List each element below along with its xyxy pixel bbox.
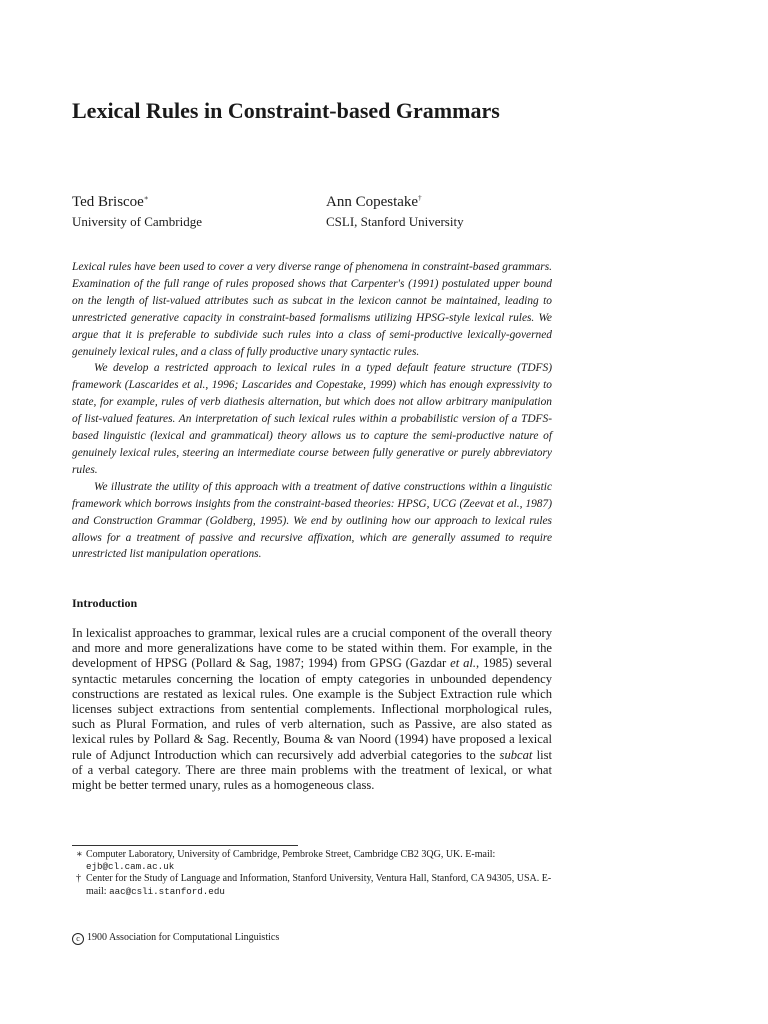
author-footnote-mark: † [418, 194, 422, 202]
footnote-mark: † [76, 873, 81, 885]
footnotes [72, 849, 552, 898]
copyright-icon: c [72, 933, 84, 945]
section-heading-introduction: Introduction [72, 596, 138, 610]
paper-title: Lexical Rules in Constraint-based Grammars [72, 98, 500, 123]
email-link[interactable]: ejb@cl.cam.ac.uk [86, 861, 175, 873]
footnote-mark: ∗ [76, 849, 83, 860]
introduction-paragraph: In lexicalist approaches to grammar, lexical rules are a crucial component of the overall theory and more and more generalizations have come to be stated within them. For example, in the development of HPSG (Pollard & Sag, 1987; 1994) from GPSG (Gazdar et al., 1985) several syntactic metarules concerning the location of empty categories in unbounded dependency constructions are restated as lexical rules. One example is the Subject Extraction rule which licenses subject extractions from sentential complements. Inflectional morphological rules, such as Plural Formation, and rules of verb alternation, such as Passive, are also stated as lexical rules by Pollard & Sag. Recently, Bouma & van Noord (1994) have proposed a lexical rule of Adjunct Introduction which can recursively add adverbial categories to the subcat list of a verbal category. There are three main problems with the treatment of lexical, or what might be better termed unary, rules as a homogeneous class. [72, 626, 552, 793]
footnote-1: ∗ Computer Laboratory, University of Cambridge, Pembroke Street, Cambridge CB2 3QG, UK. E-mail: ejb@cl.cam.ac.uk [76, 849, 496, 873]
abstract-paragraph: Lexical rules have been used to cover a very diverse range of phenomena in constraint-based grammars. Examination of the full range of rules proposed shows that Carpenter's (1991) postulated upper bound on the length of list-valued attributes such as subcat in the lexicon cannot be maintained, leading to unrestricted generative capacity in constraint-based formalisms utilizing HPSG-style lexical rules. We argue that it is preferable to subdivide such rules into a class of semi-productive lexically-governed genuinely lexical rules, and a class of fully productive unary syntactic rules. [72, 261, 552, 358]
copyright-notice: c 1900 Association for Computational Linguistics [72, 931, 279, 945]
author-2 [326, 188, 464, 231]
abstract [72, 259, 552, 563]
footnote-divider [72, 845, 298, 846]
author-name: Ann Copestake† [326, 194, 422, 210]
abstract-paragraph: We illustrate the utility of this approach with a treatment of dative constructions within a linguistic framework which borrows insights from the constraint-based theories: HPSG, UCG (Zeevat et al., 1987) and Construction Grammar (Goldberg, 1995). We end by outlining how our approach to lexical rules allows for a treatment of passive and recursive affixation, which are generally assumed to require unrestricted list manipulation operations. [72, 480, 552, 561]
footnote-2: † Center for the Study of Language and Information, Stanford University, Ventura Hall, Stanford, CA 94305, USA. E-mail: aac@csli.stanford.edu [76, 873, 552, 897]
abstract-paragraph: We develop a restricted approach to lexical rules in a typed default feature structure (TDFS) framework (Lascarides et al., 1996; Lascarides and Copestake, 1999) which has enough expressivity to state, for example, rules of verb diathesis alternation, but which does not allow arbitrary manipulation of list-valued features. An interpretation of such lexical rules within a probabilistic version of a TDFS-based linguistic (lexical and grammatical) theory allows us to capture the semi-productive nature of genuinely lexical rules, steering an intermediate course between fully generative or purely abbreviatory rules. [72, 362, 552, 476]
emphasis-et-al: et al. [450, 656, 477, 671]
email-link[interactable]: aac@csli.stanford.edu [109, 885, 225, 897]
author-affiliation: CSLI, Stanford University [326, 214, 464, 229]
author-name: Ted Briscoe∗ [72, 194, 149, 210]
author-footnote-mark: ∗ [143, 194, 149, 202]
emphasis-subcat: subcat [499, 747, 533, 762]
author-affiliation: University of Cambridge [72, 214, 202, 229]
author-1 [72, 188, 202, 231]
